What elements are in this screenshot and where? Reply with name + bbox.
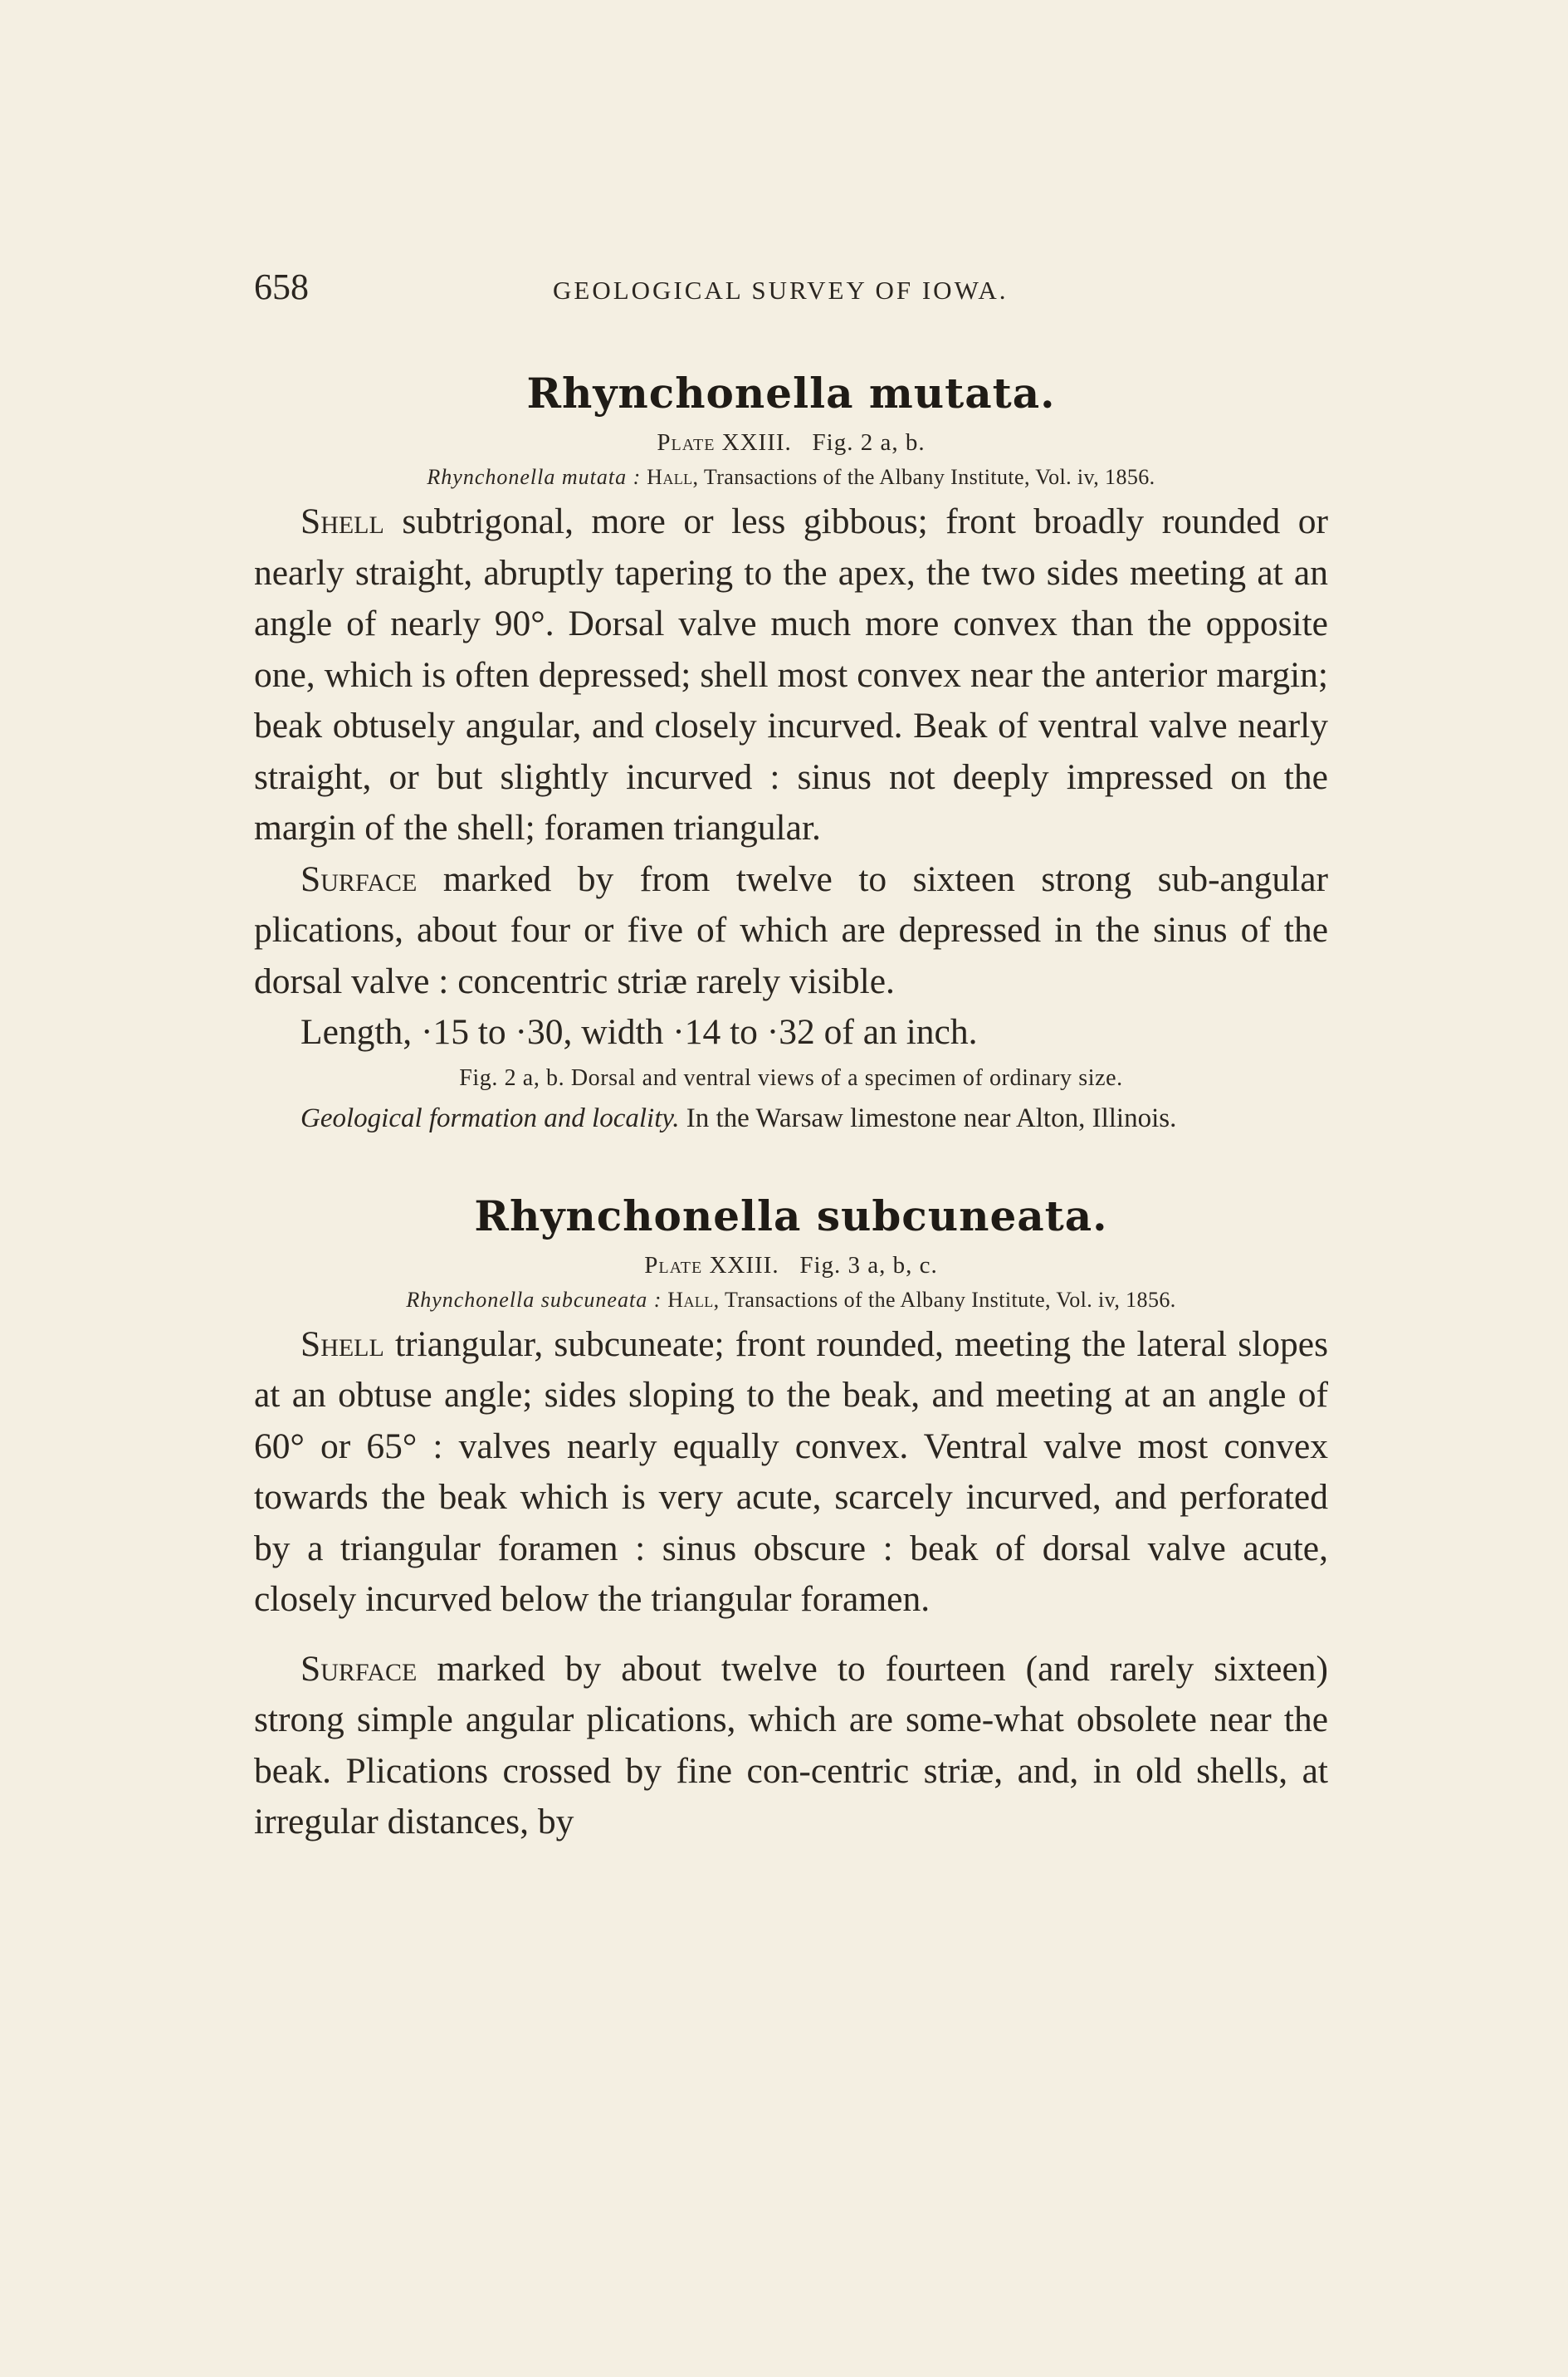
surface-description <box>254 854 1328 1008</box>
plate-reference <box>254 1252 1328 1279</box>
citation <box>254 465 1328 490</box>
plate-label: Plate XXIII. <box>644 1251 779 1279</box>
surface-lead: Surface <box>300 858 418 899</box>
surface-text: marked by from twelve to sixteen strong sub-angular plications, about four or five of which are depressed in the sinus of the dorsal valve : concentric striæ rarely visible. <box>254 858 1328 1001</box>
shell-lead: Shell <box>300 1323 384 1364</box>
plate-label: Plate XXIII. <box>657 429 792 456</box>
citation-name: Rhynchonella mutata : <box>427 465 642 489</box>
plate-reference <box>254 429 1328 457</box>
fig-label: Fig. 3 a, b, c. <box>799 1251 938 1279</box>
citation <box>254 1288 1328 1313</box>
shell-text: triangular, subcuneate; front rounded, meeting the lateral slopes at an obtuse angle; sides sloping to the beak, and meeting at an angle of 60° or 65° : valves nearly equally convex. Ventral valve most convex towards the beak which is very acute, scarcely incurved, and perforated by a triangular foramen : sinus obscure : beak of dorsal valve acute, closely incurved below the triangular foramen. <box>254 1323 1329 1619</box>
shell-description <box>254 496 1328 854</box>
section-rhynchonella-mutata <box>254 369 1328 1140</box>
document-page <box>254 266 1328 1848</box>
shell-description <box>254 1319 1328 1626</box>
locality-paragraph <box>254 1097 1328 1140</box>
species-title: Rhynchonella mutata. <box>526 369 1056 418</box>
section-rhynchonella-subcuneata <box>254 1191 1328 1848</box>
locality-label: Geological formation and locality. <box>300 1103 680 1133</box>
citation-name: Rhynchonella subcuneata : <box>406 1287 662 1312</box>
shell-text: subtrigonal, more or less gibbous; front broadly rounded or nearly straight, abruptly tapering to the apex, the two sides meeting at an angle of nearly 90°. Dorsal valve much more convex than the opposite one, which is often depressed; shell most convex near the anterior margin; beak obtusely angular, and closely incurved. Beak of ventral valve nearly straight, or but slightly incurved : sinus not deeply impressed on the margin of the shell; foramen triangular. <box>254 501 1328 848</box>
page-number: 658 <box>254 267 309 307</box>
figure-caption: Fig. 2 a, b. Dorsal and ventral views of a specimen of ordinary size. <box>459 1064 1123 1091</box>
running-head <box>254 266 1328 324</box>
running-title: GEOLOGICAL SURVEY OF IOWA. <box>553 276 1009 305</box>
surface-description <box>254 1644 1328 1848</box>
citation-author: Hall, <box>667 1287 720 1312</box>
citation-rest: Transactions of the Albany Institute, Vol. iv, 1856. <box>703 465 1155 489</box>
fig-label: Fig. 2 a, b. <box>812 429 926 456</box>
locality-text: In the Warsaw limestone near Alton, Illinois. <box>686 1103 1177 1133</box>
surface-text: marked by about twelve to fourteen (and rarely sixteen) strong simple angular plications, which are some-what obsolete near the beak. Plications crossed by fine con-centric striæ, and, in old shells, at irregular distances, by <box>254 1648 1328 1841</box>
measurements: Length, ·15 to ·30, width ·14 to ·32 of an inch. <box>300 1012 978 1052</box>
shell-lead: Shell <box>300 501 384 541</box>
species-title: Rhynchonella subcuneata. <box>474 1191 1108 1240</box>
citation-rest: Transactions of the Albany Institute, Vol. iv, 1856. <box>724 1287 1176 1312</box>
citation-author: Hall, <box>647 465 699 489</box>
surface-lead: Surface <box>300 1648 418 1689</box>
